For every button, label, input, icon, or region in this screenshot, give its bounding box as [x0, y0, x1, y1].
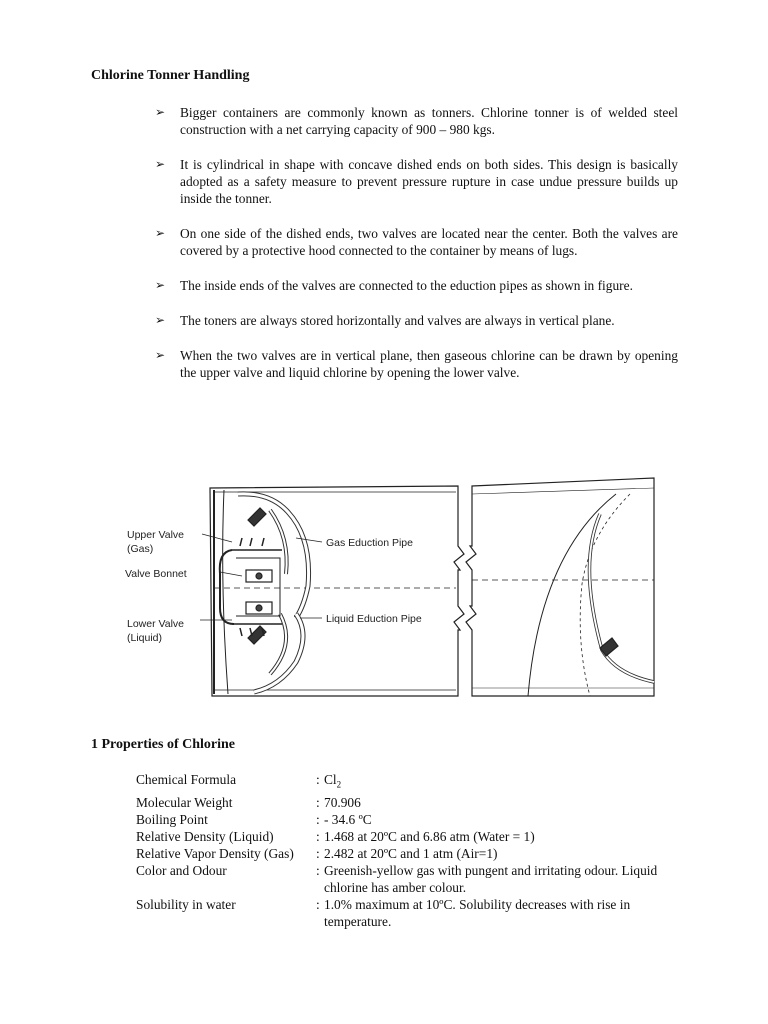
- bullet-text: When the two valves are in vertical plane, then gaseous chlorine can be drawn by opening the upper valve and liquid chlorine by opening the lower valve.: [180, 348, 678, 380]
- list-item: [155, 104, 678, 138]
- tonner-figure: [120, 474, 665, 700]
- list-item: [155, 156, 678, 207]
- property-label: Molecular Weight: [136, 794, 233, 810]
- arrow-bullet-icon: ➢: [155, 105, 166, 119]
- table-row: [136, 811, 681, 828]
- table-row: [136, 862, 681, 896]
- property-label: Chemical Formula: [136, 772, 237, 787]
- label-upper-valve: Upper Valve: [127, 529, 185, 541]
- property-value: 1.468 at 20ºC and 6.86 atm (Water = 1): [324, 828, 535, 844]
- colon: :: [316, 845, 320, 861]
- property-value: - 34.6 ºC: [324, 811, 372, 827]
- label-lower-valve: Lower Valve: [127, 618, 185, 630]
- bullet-list: [155, 104, 678, 399]
- property-label: Relative Density (Liquid): [136, 828, 274, 844]
- colon: :: [316, 794, 320, 810]
- list-item: [155, 347, 678, 381]
- colon: :: [316, 828, 320, 844]
- table-row: [136, 896, 681, 930]
- tonner-side-view: [466, 478, 654, 696]
- bullet-text: The toners are always stored horizontally and valves are always in vertical plane.: [180, 313, 615, 328]
- table-row: [136, 794, 681, 811]
- arrow-bullet-icon: ➢: [155, 226, 166, 240]
- property-value: 1.0% maximum at 10ºC. Solubility decreases with rise in temperature.: [324, 896, 631, 929]
- label-gas-eduction-pipe: Gas Eduction Pipe: [326, 537, 413, 549]
- label-upper-valve-gas: (Gas): [127, 543, 154, 555]
- colon: :: [316, 896, 320, 912]
- arrow-bullet-icon: ➢: [155, 157, 166, 171]
- label-lower-valve-liquid: (Liquid): [127, 632, 163, 644]
- colon: :: [316, 811, 320, 827]
- arrow-bullet-icon: ➢: [155, 313, 166, 327]
- list-item: [155, 225, 678, 259]
- table-row: [136, 771, 681, 794]
- arrow-bullet-icon: ➢: [155, 348, 166, 362]
- property-value: Greenish-yellow gas with pungent and irritating odour. Liquid chlorine has amber colour.: [324, 862, 658, 895]
- bullet-text: The inside ends of the valves are connected to the eduction pipes as shown in figure.: [180, 278, 633, 293]
- property-label: Boiling Point: [136, 811, 208, 827]
- property-value: $Cl_2$: [324, 772, 342, 790]
- page-title: Chlorine Tonner Handling: [91, 68, 250, 83]
- property-value: 70.906: [324, 794, 361, 810]
- property-label: Relative Vapor Density (Gas): [136, 845, 294, 861]
- tonner-front-view: [210, 486, 464, 696]
- tonner-diagram: [120, 474, 665, 700]
- property-value: 2.482 at 20ºC and 1 atm (Air=1): [324, 845, 498, 861]
- label-liquid-eduction-pipe: Liquid Eduction Pipe: [326, 613, 422, 625]
- bullet-text: Bigger containers are commonly known as tonners. Chlorine tonner is of welded steel construction with a net carrying capacity of 900 – 980 kgs.: [180, 105, 678, 137]
- list-item: [155, 312, 678, 329]
- bullet-text: On one side of the dished ends, two valves are located near the center. Both the valves are covered by a protective hood connected to the container by means of lugs.: [180, 226, 678, 258]
- section-title: 1 Properties of Chlorine: [91, 737, 235, 752]
- colon: :: [316, 862, 320, 878]
- label-valve-bonnet: Valve Bonnet: [125, 568, 187, 580]
- properties-table: [136, 771, 681, 930]
- arrow-bullet-icon: ➢: [155, 278, 166, 292]
- bullet-text: It is cylindrical in shape with concave dished ends on both sides. This design is basically adopted as a safety measure to prevent pressure rupture in case undue pressure builds up inside the tonner.: [180, 157, 678, 206]
- property-label: Color and Odour: [136, 862, 227, 878]
- table-row: [136, 828, 681, 845]
- table-row: [136, 845, 681, 862]
- list-item: [155, 277, 678, 294]
- property-label: Solubility in water: [136, 896, 236, 912]
- colon: :: [316, 772, 320, 787]
